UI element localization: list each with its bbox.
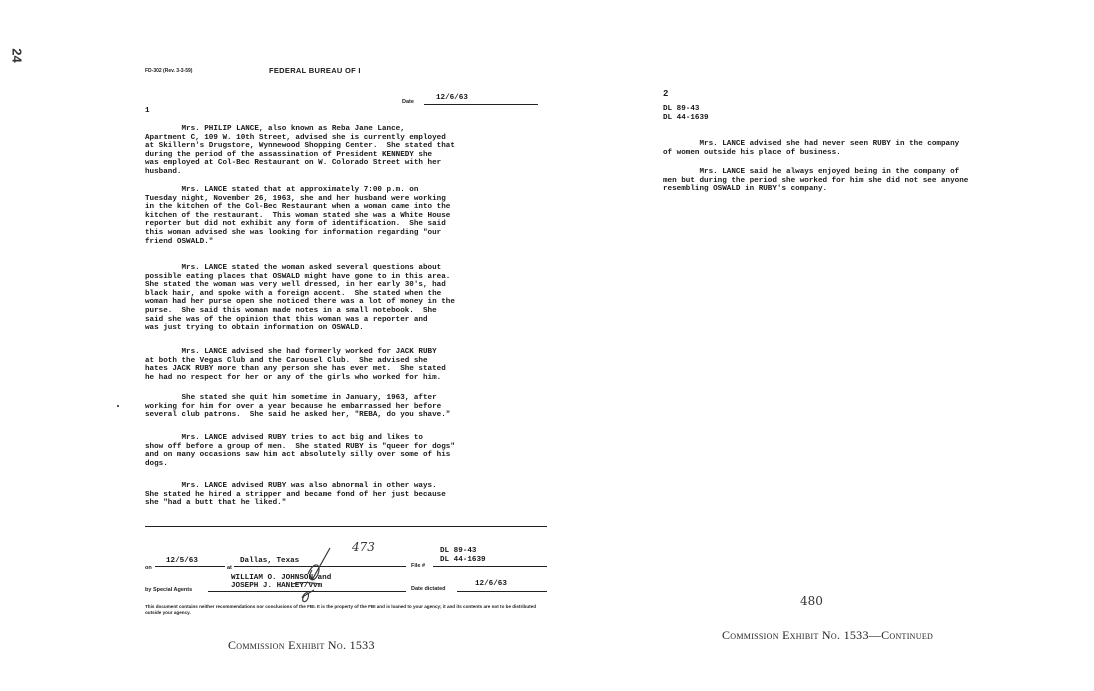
- at-value: Dallas, Texas: [240, 557, 300, 565]
- footer-file-2: DL 44-1639: [440, 556, 486, 564]
- paragraph-1: Mrs. PHILIP LANCE, also known as Reba Jane Lance, Apartment C, 109 W. 10th Street, advised she is currently employed at Skillern's Drugstore, Wynnewood Shopping Center. She stated that during the period of the assassination of President KENNEDY she was employed at Col-Bec Restaurant on W. Colorado Street with her husband.: [145, 125, 455, 176]
- on-label: on: [145, 565, 152, 571]
- paragraph-2: Mrs. LANCE stated that at approximately 7:00 p.m. on Tuesday night, November 26, 1963, she and her husband were working in the kitchen of the Col-Bec Restaurant when a woman came into the kitchen of the restaurant. This woman stated she was a White House reporter but did not exhibit any form of identification. She said this woman advised she was looking for information regarding "our friend OSWALD.": [145, 186, 451, 246]
- on-underline: [155, 566, 225, 567]
- at-label: at: [227, 565, 232, 571]
- right-paragraph-2: Mrs. LANCE said he always enjoyed being in the company of men but during the period she worked for him she did not see anyone resembling OSWALD in RUBY's company.: [663, 168, 969, 194]
- right-paragraph-1: Mrs. LANCE advised she had never seen RUBY in the company of women outside his place of business.: [663, 140, 960, 157]
- signature-mark: [290, 540, 370, 610]
- date-underline: [424, 104, 538, 105]
- form-code: FD-302 (Rev. 3-3-59): [145, 68, 193, 74]
- file-underline: [433, 566, 547, 567]
- right-file-2: DL 44-1639: [663, 114, 709, 122]
- agent-1: WILLIAM O. JOHNSON and: [231, 574, 332, 582]
- speck: [117, 405, 119, 407]
- paragraph-4: Mrs. LANCE advised she had formerly worked for JACK RUBY at both the Vegas Club and the Carousel Club. She advised she hates JACK RUBY more than any person she has ever met. She stated he had no respect for her or any of the girls who worked for him.: [145, 348, 446, 382]
- handwritten-number-left: 473: [352, 540, 375, 554]
- dictated-value: 12/6/63: [475, 580, 507, 588]
- footer-rule: [145, 526, 547, 527]
- on-value: 12/5/63: [166, 557, 198, 565]
- date-label: Date: [402, 99, 414, 105]
- right-page-number: 2: [663, 89, 669, 99]
- dictated-underline: [457, 591, 547, 592]
- margin-page-number: 24: [9, 48, 25, 63]
- paragraph-6: Mrs. LANCE advised RUBY tries to act big and likes to show off before a group of men. She stated RUBY is "queer for dogs" and on many occasions saw him act absolutely silly over some of his dogs.: [145, 434, 455, 468]
- left-page-number: 1: [145, 107, 150, 115]
- paragraph-5: She stated she quit him sometime in January, 1963, after working for him for over a year because he embarrassed her before several club patrons. She said he asked her, "REBA, do you shave.": [145, 394, 451, 420]
- agency-header: FEDERAL BUREAU OF I: [269, 66, 361, 75]
- paragraph-3: Mrs. LANCE stated the woman asked several questions about possible eating places that OSWALD might have gone to in this area. She stated the woman was very well dressed, in her early 30's, had black hair, and spoke with a foreign accent. She stated when the woman had her purse open she noticed there was a lot of money in the purse. She said this woman made notes in a small notebook. She said she was of the opinion that this woman was a reporter and was just trying to obtain information on OSWALD.: [145, 264, 455, 333]
- dictated-label: Date dictated: [411, 586, 446, 592]
- left-caption: Commission Exhibit No. 1533: [228, 638, 375, 652]
- agents-label: by Special Agents: [145, 587, 193, 593]
- footer-file-1: DL 89-43: [440, 547, 477, 555]
- paragraph-7: Mrs. LANCE advised RUBY was also abnormal in other ways. She stated he hired a stripper and became fond of her just because she "had a butt that he liked.": [145, 482, 446, 508]
- disclaimer: This document contains neither recommendations nor conclusions of the FBI. It is the property of the FBI and is loaned to your agency; it and its contents are not to be distributed outside your agency.: [145, 604, 537, 615]
- right-file-1: DL 89-43: [663, 105, 700, 113]
- file-label: File #: [411, 563, 426, 569]
- right-caption: Commission Exhibit No. 1533—Continued: [722, 628, 934, 642]
- date-value: 12/6/63: [436, 94, 468, 102]
- agent-2: JOSEPH J. HANLEY/vvm: [231, 582, 323, 590]
- handwritten-number-right: 480: [800, 594, 823, 608]
